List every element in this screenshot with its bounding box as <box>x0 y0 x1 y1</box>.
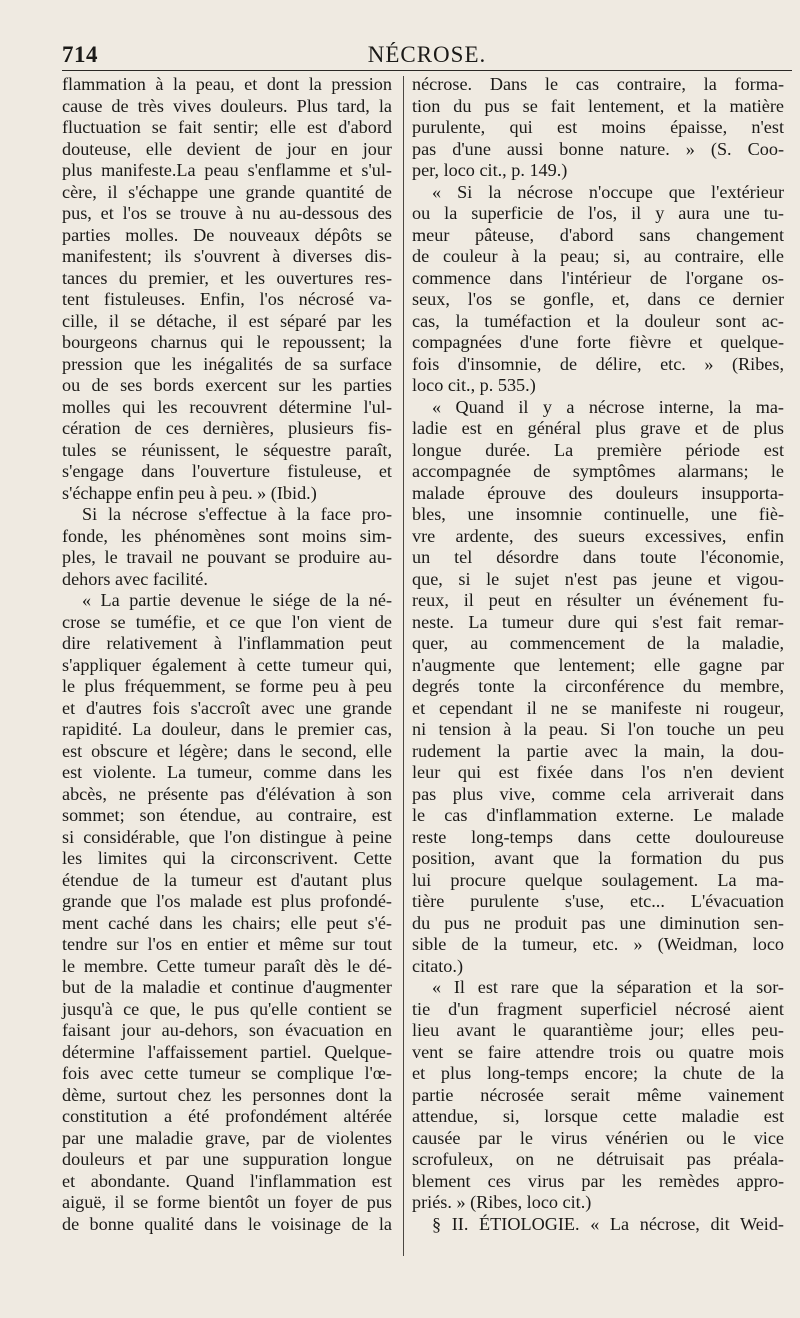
text-line: parties molles. De nouveaux dépôts se <box>62 224 392 245</box>
text-line: le plus fréquemment, se forme peu à peu <box>62 676 392 696</box>
text-line: dehors avec facilité. <box>62 568 208 589</box>
text-line: ni tension à la peau. Si l'on touche un peu <box>412 719 784 739</box>
text-line: et cependant il ne se manifeste ni rougeur, <box>412 697 784 718</box>
text-line: tendre sur l'os en entier et même sur tout <box>62 934 392 954</box>
text-line: rapidité. La douleur, dans le premier cas, <box>62 719 392 739</box>
column-divider <box>403 76 404 1256</box>
text-line: quer, au commencement de la maladie, <box>412 633 784 653</box>
text-line: purulente, qui est moins épaisse, n'est <box>412 117 784 137</box>
text-line: molles qui les recouvrent détermine l'ul- <box>62 396 392 417</box>
text-line: manifestent; ils s'ouvrent à diverses dis- <box>62 246 392 266</box>
text-line: grande que l'os malade est plus profondé- <box>62 891 392 911</box>
text-line: un tel désordre dans toute l'économie, <box>412 547 784 567</box>
text-line: s'engage dans l'ouverture fistuleuse, et <box>62 461 392 481</box>
text-line: position, avant que la formation du pus <box>412 848 784 868</box>
text-line: priés. » (Ribes, loco cit.) <box>412 1192 592 1212</box>
text-line: pression que les inégalités de sa surface <box>62 353 392 374</box>
text-line: ou la superficie de l'os, il y aura une tu- <box>412 203 784 223</box>
text-line: longue durée. La première période est <box>412 439 784 460</box>
text-line: tie d'un fragment superficiel nécrosé aient <box>412 998 784 1019</box>
text-line: s'échappe enfin peu à peu. » (Ibid.) <box>62 482 317 503</box>
text-line: si considérable, que l'on distingue à peine <box>62 826 392 847</box>
text-line: étendue de la tumeur est d'autant plus <box>62 869 392 890</box>
text-line: degrés tonte la circonférence du membre, <box>412 676 784 696</box>
text-line: les limites qui la circonscrivent. Cette <box>62 848 392 868</box>
text-line: cas, la tuméfaction et la douleur sont ac- <box>412 310 784 331</box>
text-line: § II. ÉTIOLOGIE. « La nécrose, dit Weid- <box>432 1213 784 1234</box>
text-line: commence dans l'intérieur de l'organe os- <box>412 267 784 288</box>
text-line: « La partie devenue le siége de la né- <box>82 590 392 610</box>
text-line: Si la nécrose s'effectue à la face pro- <box>82 504 392 524</box>
right-column <box>412 74 784 1235</box>
text-line: scrofuleux, on ne détruisait pas préala- <box>412 1149 784 1169</box>
text-line: de bonne qualité dans le voisinage de la <box>62 1213 392 1234</box>
text-line: nécrose. Dans le cas contraire, la forma- <box>412 74 784 94</box>
text-line: est obscure et légère; dans le second, elle <box>62 740 392 761</box>
text-line: rudement la partie avec la main, la dou- <box>412 740 784 761</box>
text-line: et plus long-temps encore; la chute de la <box>412 1063 784 1083</box>
text-line: fonde, les phénomènes sont moins sim- <box>62 525 392 546</box>
text-line: causée par le virus vénérien ou le vice <box>412 1127 784 1148</box>
text-line: loco cit., p. 535.) <box>412 375 536 395</box>
text-line: reux, il peut en résulter un événement fu- <box>412 590 784 610</box>
text-line: accompagnée de symptômes alarmans; le <box>412 461 784 481</box>
text-line: faisant jour au-dehors, son évacuation en <box>62 1020 392 1040</box>
text-line: cère, il s'échappe une grande quantité de <box>62 181 392 202</box>
text-line: per, loco cit., p. 149.) <box>412 160 568 180</box>
page-header <box>62 38 792 71</box>
text-line: bourgeons charnus qui le repoussent; la <box>62 332 392 352</box>
text-line: reste long-temps dans cette douloureuse <box>412 826 784 847</box>
text-line: sible de la tumeur, etc. » (Weidman, loco <box>412 934 784 954</box>
text-line: plus manifeste.La peau s'enflamme et s'ul- <box>62 160 392 180</box>
text-line: attendue, si, lorsque cette maladie est <box>412 1106 784 1126</box>
text-line: tion du pus se fait lentement, et la matière <box>412 95 784 116</box>
text-line: « Il est rare que la séparation et la sor- <box>432 977 784 997</box>
text-line: seux, l'os se gonfle, et, dans ce dernier <box>412 289 784 309</box>
text-line: citato.) <box>412 955 464 976</box>
text-line: but de la maladie et continue d'augmenter <box>62 977 392 997</box>
text-line: pas plus vive, comme cela arriverait dans <box>412 783 784 804</box>
text-line: de couleur à la peau; si, au contraire, elle <box>412 246 784 266</box>
text-line: partie nécrosée serait même vainement <box>412 1084 784 1105</box>
text-line: par une maladie grave, par de violentes <box>62 1127 392 1148</box>
text-line: compagnées d'une forte fièvre et quelque- <box>412 332 784 352</box>
text-line: pas d'une aussi bonne nature. » (S. Coo- <box>412 138 784 159</box>
text-columns <box>62 74 792 1310</box>
text-line: lieu avant le quarantième jour; elles peu- <box>412 1020 784 1040</box>
text-line: ples, le travail ne pouvant se produire au- <box>62 547 392 567</box>
running-head: NÉCROSE. <box>367 42 487 67</box>
text-line: leur qui est fixée dans l'os n'en devient <box>412 762 784 782</box>
text-line: meur pâteuse, d'abord sans changement <box>412 224 784 245</box>
text-line: dire relativement à l'inflammation peut <box>62 633 392 653</box>
text-line: cération de ces dernières, plusieurs fis- <box>62 418 392 438</box>
text-line: neste. La tumeur dure qui s'est fait remar- <box>412 611 784 632</box>
text-line: constitution a été profondément altérée <box>62 1106 392 1126</box>
text-line: jusqu'à ce que, le pus qu'elle contient se <box>62 998 392 1019</box>
text-line: cille, il se détache, il est séparé par les <box>62 310 392 331</box>
text-line: le membre. Cette tumeur paraît dès le dé- <box>62 955 392 976</box>
text-line: est violente. La tumeur, comme dans les <box>62 762 392 782</box>
text-line: n'augmente que lentement; elle gagne par <box>412 654 784 675</box>
text-line: lui procure quelque soulagement. La ma- <box>412 869 784 890</box>
text-line: bles, une insomnie continuelle, une fiè- <box>412 504 784 524</box>
text-line: fois avec cette tumeur se complique l'œ- <box>62 1063 392 1083</box>
text-line: que, si le sujet n'est pas jeune et vigou- <box>412 568 784 589</box>
text-line: fluctuation se fait sentir; elle est d'abord <box>62 117 392 137</box>
text-line: cause de très vives douleurs. Plus tard, la <box>62 95 392 116</box>
text-line: s'appliquer également à cette tumeur qui, <box>62 654 392 675</box>
text-line: du pus ne produit pas une diminution sen- <box>412 912 784 933</box>
left-column <box>62 74 392 1235</box>
text-line: pus, et l'os se trouve à nu au-dessous des <box>62 203 392 223</box>
text-line: aiguë, il se forme bientôt un foyer de pus <box>62 1192 392 1212</box>
text-line: vent se faire attendre trois ou quatre mois <box>412 1041 784 1062</box>
text-line: dème, surtout chez les personnes dont la <box>62 1084 392 1105</box>
text-line: ou de ses bords exercent sur les parties <box>62 375 392 395</box>
text-line: ment caché dans les chairs; elle peut s'é- <box>62 912 392 933</box>
text-line: malade éprouve des douleurs insupporta- <box>412 482 784 503</box>
text-line: tière purulente s'use, etc... L'évacuation <box>412 891 784 911</box>
text-line: abcès, ne présente pas d'élévation à son <box>62 783 392 804</box>
text-line: fois d'insomnie, de délire, etc. » (Ribes, <box>412 353 784 374</box>
text-line: tent fistuleuses. Enfin, l'os nécrosé va- <box>62 289 392 309</box>
text-line: détermine l'affaissement partiel. Quelque- <box>62 1041 392 1062</box>
text-line: ladie est en général plus grave et de plus <box>412 418 784 438</box>
text-line: flammation à la peau, et dont la pression <box>62 74 392 94</box>
text-line: tules se réunissent, le séquestre paraît, <box>62 439 392 460</box>
text-line: douleurs et par une suppuration longue <box>62 1149 392 1169</box>
page-number: 714 <box>62 42 98 67</box>
text-line: « Si la nécrose n'occupe que l'extérieur <box>432 181 784 202</box>
text-line: et abondante. Quand l'inflammation est <box>62 1170 392 1191</box>
text-line: tances du premier, et les ouvertures res- <box>62 267 392 288</box>
text-line: sommet; son étendue, au contraire, est <box>62 805 392 825</box>
text-line: blement ces virus par les remèdes appro- <box>412 1170 784 1191</box>
text-line: « Quand il y a nécrose interne, la ma- <box>432 396 784 417</box>
text-line: le cas d'inflammation externe. Le malade <box>412 805 784 825</box>
text-line: vre ardente, des sueurs excessives, enfin <box>412 525 784 546</box>
text-line: et d'autres fois s'accroît avec une grande <box>62 697 392 718</box>
text-line: douteuse, elle devient de jour en jour <box>62 138 392 159</box>
text-line: crose se tuméfie, et ce que l'on vient de <box>62 611 392 632</box>
